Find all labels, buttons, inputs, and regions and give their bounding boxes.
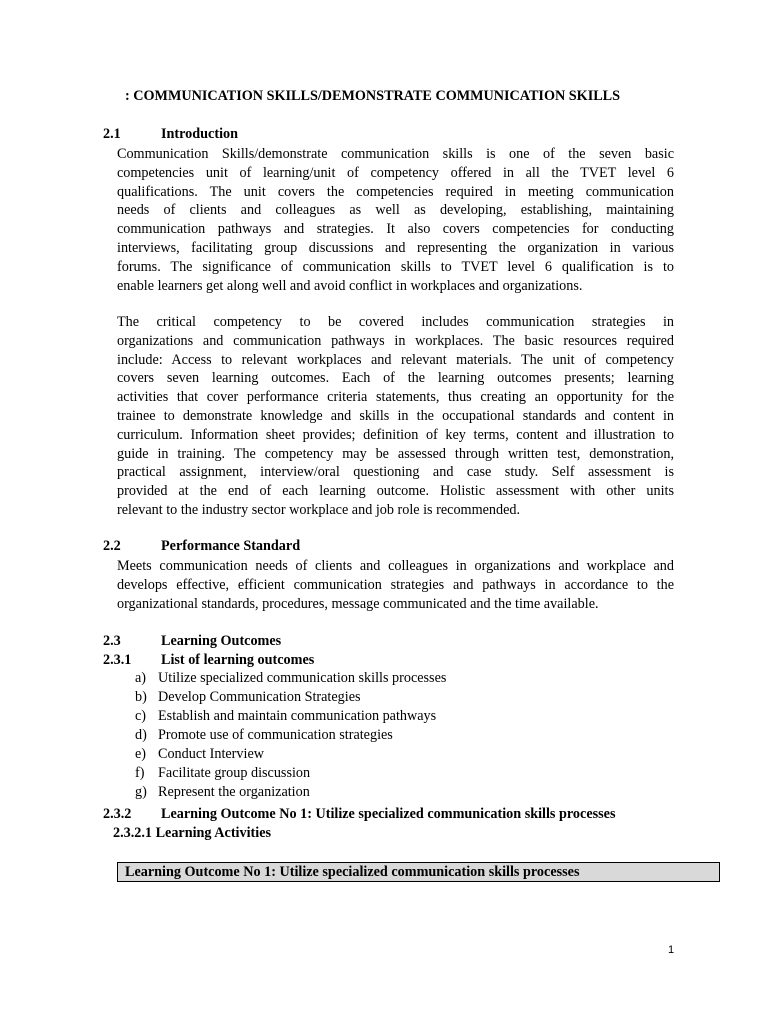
performance-standard-paragraph xyxy=(117,557,674,613)
paragraph-line: qualifications. The unit covers the competencies required in meeting communication xyxy=(117,183,674,200)
list-item-text: Develop Communication Strategies xyxy=(158,689,361,705)
paragraph-line: interviews, facilitating group discussions and representing the organization in various xyxy=(117,239,674,256)
list-item xyxy=(135,669,446,688)
list-letter: f) xyxy=(135,765,145,781)
list-item xyxy=(135,726,446,745)
critical-competency-paragraph xyxy=(117,313,674,520)
section-2-2-number: 2.2 xyxy=(103,538,121,554)
list-letter: g) xyxy=(135,784,147,800)
section-2-3-heading: Learning Outcomes xyxy=(161,633,282,649)
page-title: : COMMUNICATION SKILLS/DEMONSTRATE COMMUNICATION SKILLS xyxy=(125,88,621,104)
list-letter: c) xyxy=(135,708,147,724)
paragraph-line: The critical competency to be covered includes communication strategies in xyxy=(117,314,674,330)
list-item-text: Facilitate group discussion xyxy=(158,765,311,781)
paragraph-line: include: Access to relevant workplaces and relevant materials. The unit of competency xyxy=(117,351,674,368)
list-item xyxy=(135,688,446,707)
paragraph-line: forums. The significance of communication skills to TVET level 6 qualification is to xyxy=(117,258,674,275)
learning-outcome-box-title: Learning Outcome No 1: Utilize specialized communication skills processes xyxy=(125,864,580,880)
section-2-3-2-heading: Learning Outcome No 1: Utilize specialized communication skills processes xyxy=(161,806,616,822)
paragraph-line: enable learners get along well and avoid conflict in workplaces and organizations. xyxy=(117,277,583,294)
paragraph-line: organizations and communication pathways in workplaces. The basic resources required xyxy=(117,332,674,349)
section-2-3-1-heading: List of learning outcomes xyxy=(161,652,315,668)
section-2-2-heading: Performance Standard xyxy=(161,538,301,554)
list-item-text: Conduct Interview xyxy=(158,746,264,762)
paragraph-line: relevant to the industry sector workplace and job role is recommended. xyxy=(117,501,521,518)
paragraph-line: Communication Skills/demonstrate communication skills is one of the seven basic xyxy=(117,146,674,162)
paragraph-line: organizational standards, procedures, message communicated and the time available. xyxy=(117,595,599,612)
list-item-text: Represent the organization xyxy=(158,784,310,800)
list-letter: b) xyxy=(135,689,147,705)
learning-outcomes-list xyxy=(135,669,446,802)
list-item xyxy=(135,707,446,726)
list-letter: e) xyxy=(135,746,147,762)
list-item-text: Utilize specialized communication skills processes xyxy=(158,670,447,686)
page-number: 1 xyxy=(668,944,675,956)
paragraph-line: activities that cover performance criteria statements, thus creating an opportunity for the xyxy=(117,389,674,406)
list-letter: a) xyxy=(135,670,147,686)
list-item-text: Promote use of communication strategies xyxy=(158,727,393,743)
paragraph-line: develops effective, efficient communication strategies and pathways in accordance to the xyxy=(117,576,674,593)
paragraph-line: curriculum. Information sheet provides; definition of key terms, content and illustration to xyxy=(117,426,674,443)
section-2-3-1-number: 2.3.1 xyxy=(103,652,132,668)
list-item-text: Establish and maintain communication pathways xyxy=(158,708,437,724)
learning-outcome-box xyxy=(117,862,720,882)
section-2-3-2-number: 2.3.2 xyxy=(103,806,132,822)
intro-paragraph xyxy=(117,145,674,295)
list-item xyxy=(135,783,446,802)
paragraph-line: competencies unit of learning/unit of competency offered in all the TVET level 6 xyxy=(117,164,674,181)
section-2-3-number: 2.3 xyxy=(103,633,121,649)
paragraph-line: communication pathways and strategies. It also covers competencies for conducting xyxy=(117,221,674,238)
list-item xyxy=(135,745,446,764)
section-2-3-2-1-heading: 2.3.2.1 Learning Activities xyxy=(113,825,272,841)
list-letter: d) xyxy=(135,727,147,743)
paragraph-line: guide in training. The competency may be assessed through written test, demonstration, xyxy=(117,445,674,462)
paragraph-line: Meets communication needs of clients and colleagues in organizations and workplace and xyxy=(117,558,674,574)
list-item xyxy=(135,764,446,783)
paragraph-line: practical assignment, interview/oral questioning and case study. Self assessment is xyxy=(117,464,674,481)
paragraph-line: needs of clients and colleagues as well as developing, establishing, maintaining xyxy=(117,202,674,219)
paragraph-line: covers seven learning outcomes. Each of the learning outcomes presents; learning xyxy=(117,370,674,387)
paragraph-line: provided at the end of each learning outcome. Holistic assessment with other units xyxy=(117,483,674,500)
section-2-1-number: 2.1 xyxy=(103,126,121,142)
paragraph-line: trainee to demonstrate knowledge and skills in the occupational standards and content in xyxy=(117,407,674,424)
section-2-1-heading: Introduction xyxy=(161,126,238,142)
